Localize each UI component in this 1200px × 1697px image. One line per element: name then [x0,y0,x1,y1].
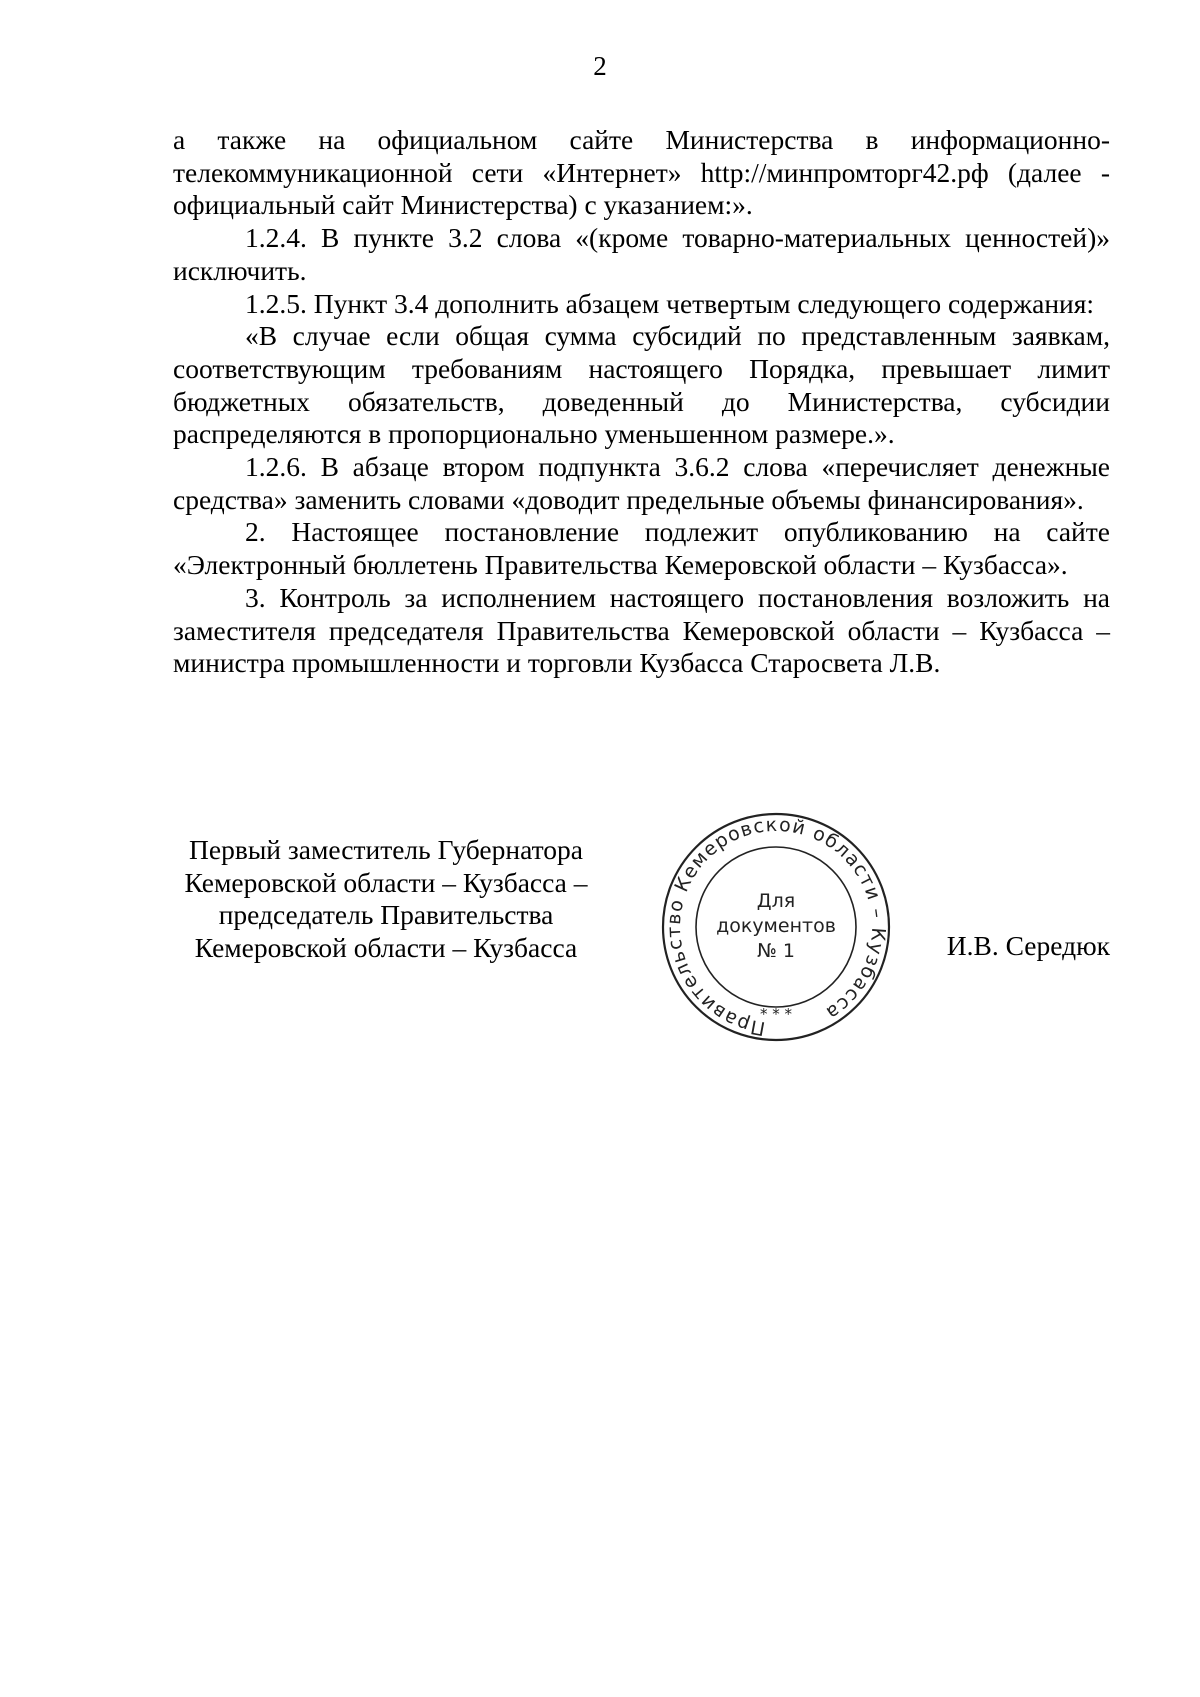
document-body [173,124,1110,680]
paragraph: 1.2.4. В пункте 3.2 слова «(кроме товарно-материальных ценностей)» исключить. [173,222,1110,286]
signatory-title-line: председатель Правительства [218,899,554,931]
signatory-title-line: Первый заместитель Губернатора [189,834,583,865]
paragraph: 1.2.5. Пункт 3.4 дополнить абзацем четвертым следующего содержания: [245,287,1095,319]
stamp-ring-text: Правительство Кемеровской области – Кузбасса [662,813,890,1040]
stamp-stars: * * * [759,1005,793,1023]
paragraph: 1.2.6. В абзаце втором подпункта 3.6.2 слова «перечисляет денежные средства» заменить словами «доводит предельные объемы финансирования». [173,451,1110,515]
signer-name: И.В. Середюк [946,930,1110,961]
signatory-title-line: Кемеровской области – Кузбасса [194,932,578,964]
stamp-center-line: документов [716,915,836,937]
stamp-center-line: Для [756,890,796,912]
page-number: 2 [593,51,607,81]
signatory-title-line: Кемеровской области – Кузбасса – [184,866,588,898]
signatory-title [170,834,602,965]
paragraph: а также на официальном сайте Министерства в информационно-телекоммуникационной сети «Интернет» http://минпромторг42.рф (далее - официальный сайт Министерства) с указанием:». [173,124,1110,221]
paragraph: «В случае если общая сумма субсидий по представленным заявкам, соответствующим требованиям настоящего Порядка, превышает лимит бюджетных обязательств, доведенный до Министерства, субсидии распределяются в пропорционально уменьшенном размере.». [173,320,1110,450]
paragraph: 3. Контроль за исполнением настоящего постановления возложить на заместителя председателя Правительства Кемеровской области – Кузбасса – министра промышленности и торговли Кузбасса Старосвета Л.В. [173,581,1110,679]
paragraph: 2. Настоящее постановление подлежит опубликованию на сайте «Электронный бюллетень Правительства Кемеровской области – Кузбасса». [173,516,1110,581]
official-stamp [660,811,892,1043]
stamp-center-line: № 1 [757,940,795,962]
